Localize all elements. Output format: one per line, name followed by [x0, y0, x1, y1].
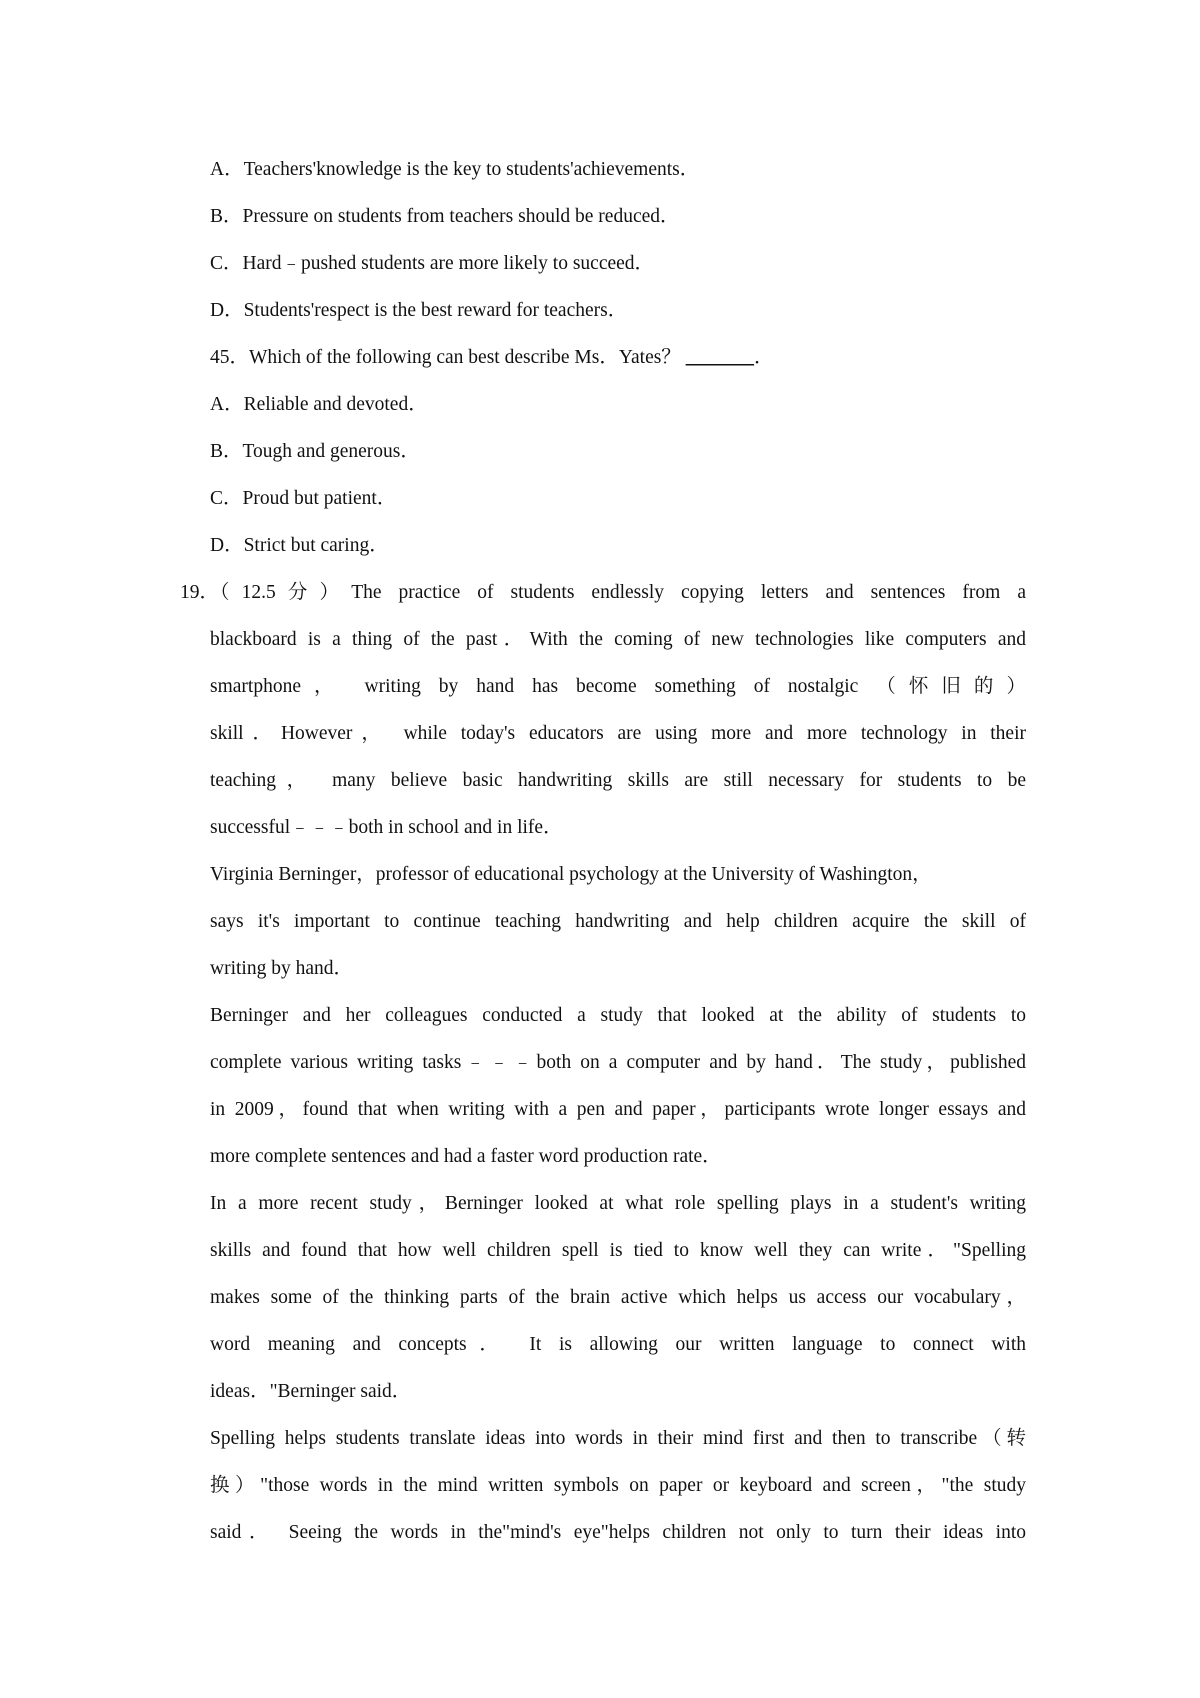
q19-line-3: smartphone， writing by hand has become something of nostalgic （怀旧的）	[210, 676, 1026, 697]
q19-line-10: Berninger and her colleagues conducted a study that looked at the ability of students to	[210, 1005, 1026, 1026]
q19-line-6: successful﹣﹣﹣both in school and in life．	[210, 817, 563, 838]
q44-option-d: D．Students'respect is the best reward for teachers．	[210, 300, 628, 321]
q19-line-2: blackboard is a thing of the past．With the coming of new technologies like computers and	[210, 629, 1026, 650]
q19-line-18: ideas．"Berninger said．	[210, 1381, 412, 1402]
q19-line-14: In a more recent study，Berninger looked at what role spelling plays in a student's writing	[210, 1193, 1026, 1214]
q19-line-13: more complete sentences and had a faster word production rate．	[210, 1146, 722, 1167]
q19-line-4: skill．However， while today's educators are using more and more technology in their	[210, 723, 1026, 744]
q45-stem-line	[210, 344, 773, 372]
q19-line-16: makes some of the thinking parts of the brain active which helps us access our vocabulary，	[210, 1287, 1026, 1308]
q45-stem-end: ．	[753, 347, 774, 368]
q19-line-7: Virginia Berninger，professor of educational psychology at the University of Washington，	[210, 864, 932, 885]
q45-option-c: C．Proud but patient．	[210, 488, 397, 509]
q44-option-c: C．Hard﹣pushed students are more likely to succeed．	[210, 253, 655, 274]
q45-option-a: A．Reliable and devoted．	[210, 394, 428, 415]
q45-stem: 45．Which of the following can best describe Ms．Yates？	[210, 347, 681, 368]
q19-line-20: 换）"those words in the mind written symbols on paper or keyboard and screen，"the study	[210, 1475, 1026, 1496]
q19-line-12: in 2009，found that when writing with a pen and paper，participants wrote longer essays and	[210, 1099, 1026, 1120]
q44-option-a: A．Teachers'knowledge is the key to students'achievements．	[210, 159, 700, 180]
q44-option-b: B．Pressure on students from teachers should be reduced．	[210, 206, 680, 227]
q45-option-d: D．Strict but caring．	[210, 535, 389, 556]
q19-line-17: word meaning and concepts． It is allowing our written language to connect with	[210, 1334, 1026, 1355]
q19-line-1: （12.5分）The practice of students endlessly copying letters and sentences from a	[210, 582, 1026, 603]
q19-line-11: complete various writing tasks﹣﹣﹣both on a computer and by hand．The study，published	[210, 1052, 1026, 1073]
q19-line-15: skills and found that how well children spell is tied to know well they can write．"Spelling	[210, 1240, 1026, 1261]
q45-option-b: B．Tough and generous．	[210, 441, 420, 462]
q19-number: 19．	[180, 582, 220, 603]
q19-line-9: writing by hand．	[210, 958, 353, 979]
q19-line-21: said． Seeing the words in the"mind's eye"helps children not only to turn their ideas into	[210, 1522, 1026, 1543]
q19-line-8: says it's important to continue teaching handwriting and help children acquire the skill of	[210, 911, 1026, 932]
q19-line-19: Spelling helps students translate ideas into words in their mind first and then to transcribe（转	[210, 1428, 1026, 1449]
q19-line-5: teaching， many believe basic handwriting skills are still necessary for students to be	[210, 770, 1026, 791]
q45-answer-blank: _______	[685, 347, 754, 368]
